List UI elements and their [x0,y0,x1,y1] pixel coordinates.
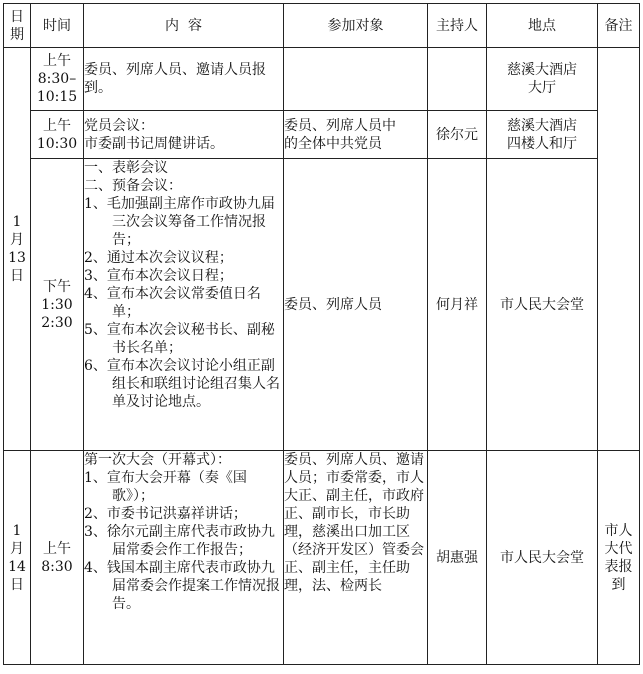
list-item: 1、宣布大会开幕（奏《国歌》）； [84,470,247,504]
table-row [4,111,640,159]
time-cell: 下午 1:30 2:30 [31,159,84,451]
header-host: 主持人 [428,4,487,48]
table-row [4,48,640,111]
content-cell: 第一次大会（开幕式）： 1、宣布大会开幕（奏《国歌》）； 2、市委书记洪嘉祥讲话； 3、徐尔元副主席代表市政协九届常委会作工作报告； 4、钱国本副主席代表市政协九届常委会作提案工作情况报告。 [84,451,284,665]
header-time: 时间 [31,4,84,48]
schedule-table [3,3,640,665]
list-item: 5、宣布本次会议秘书长、副秘书长名单； [84,322,275,356]
header-remarks: 备注 [598,4,640,48]
header-row [4,4,640,48]
list-item: 3、徐尔元副主席代表市政协九届常委会作工作报告； [84,524,275,558]
list-item: 3、宣布本次会议日程； [84,268,233,284]
audience-cell [284,48,428,111]
list-item: 1、毛加强副主席作市政协九届三次会议筹备工作情况报告； [84,196,275,248]
location-cell: 市人民大会堂 [487,159,598,451]
date-cell-day2: 1 月 14 日 [4,451,31,665]
audience-cell: 委员、列席人员中 的全体中共党员 [284,111,428,159]
date-cell-day1: 1 月 13 日 [4,48,31,451]
list-item: 4、钱国本副主席代表市政协九届常委会作提案工作情况报告。 [84,560,280,612]
header-location: 地点 [487,4,598,48]
list-item: 4、宣布本次会议常委值日名单； [84,286,261,320]
location-cell: 慈溪大酒店 四楼人和厅 [487,111,598,159]
host-cell: 何月祥 [428,159,487,451]
table-row [4,159,640,451]
list-item: 2、通过本次会议议程； [84,250,233,266]
remarks-cell-day1 [598,48,640,451]
header-content: 内 容 [84,4,284,48]
location-cell: 慈溪大酒店 大厅 [487,48,598,111]
list-item: 6、宣布本次会议讨论小组正副组长和联组讨论组召集人名单及讨论地点。 [84,358,280,410]
header-date: 日 期 [4,4,31,48]
remarks-cell: 市人 大代 表报 到 [598,451,640,665]
time-cell: 上午 8:30– 10:15 [31,48,84,111]
content-cell: 一、表彰会议 二、预备会议： 1、毛加强副主席作市政协九届三次会议筹备工作情况报告； 2、通过本次会议议程； 3、宣布本次会议日程； 4、宣布本次会议常委值日名单； 5、宣布本次会议秘书长、副秘书长名单； 6、宣布本次会议讨论小组正副组长和联组讨论组召集人名单及讨论地点。 [84,159,284,451]
host-cell [428,48,487,111]
host-cell: 胡惠强 [428,451,487,665]
content-cell: 委员、列席人员、邀请人员报到。 [84,48,284,111]
list-item: 2、市委书记洪嘉祥讲话； [84,506,247,522]
header-audience: 参加对象 [284,4,428,48]
audience-cell: 委员、列席人员、邀请人员；市委常委，市人大正、副主任，市政府正、副市长，市长助理，慈溪出口加工区（经济开发区）管委会正、副主任，主任助理，法、检两长 [284,451,428,665]
content-cell: 党员会议： 市委副书记周健讲话。 [84,111,284,159]
location-cell: 市人民大会堂 [487,451,598,665]
audience-cell: 委员、列席人员 [284,159,428,451]
table-row [4,451,640,665]
host-cell: 徐尔元 [428,111,487,159]
time-cell: 上午 8:30 [31,451,84,665]
time-cell: 上午 10:30 [31,111,84,159]
